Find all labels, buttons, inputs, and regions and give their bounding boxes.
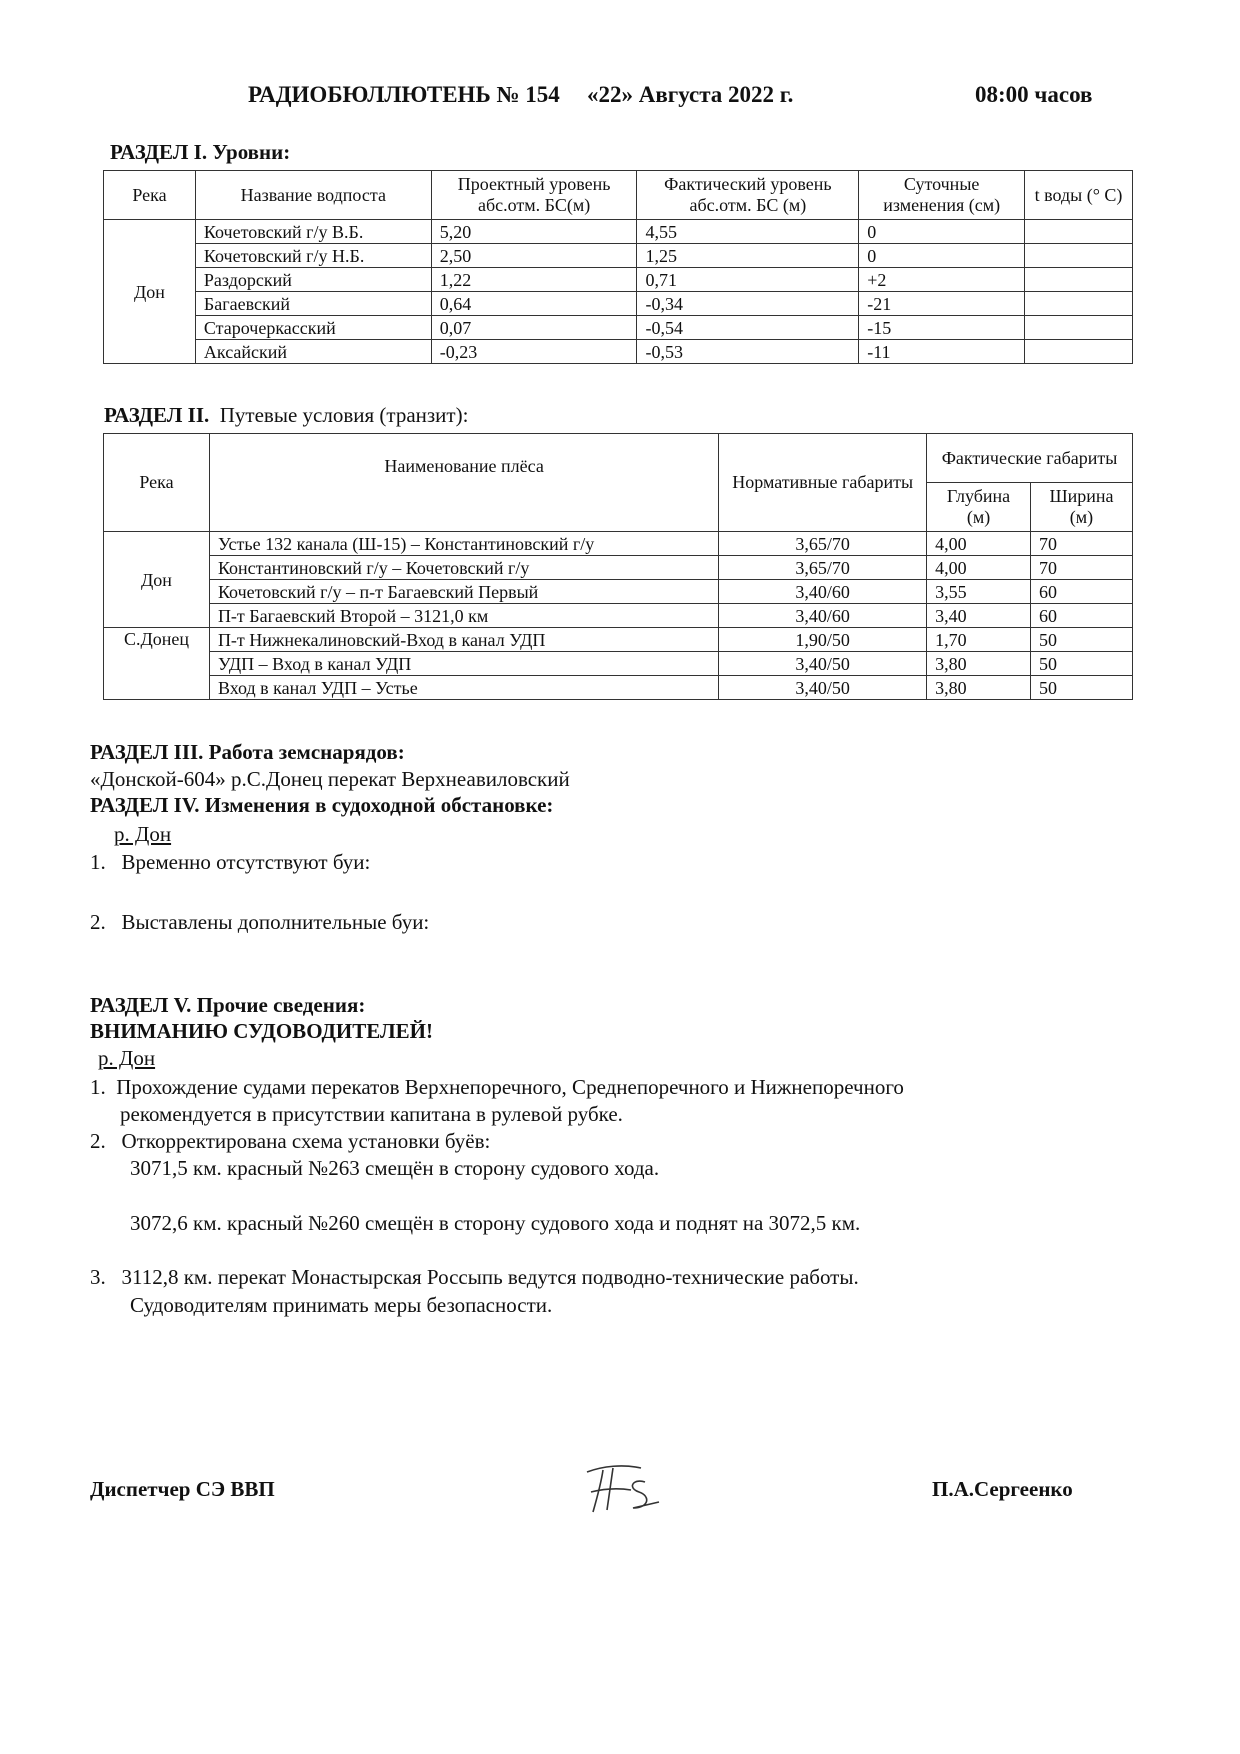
daily-change: -15 bbox=[859, 316, 1025, 340]
levels-table bbox=[103, 170, 1133, 364]
col-actual-level: Фактический уровень абс.отм. БС (м) bbox=[637, 171, 859, 220]
bulletin-time: 08:00 часов bbox=[975, 82, 1093, 107]
actual-level: 0,71 bbox=[637, 268, 859, 292]
daily-change: 0 bbox=[859, 244, 1025, 268]
daily-change: +2 bbox=[859, 268, 1025, 292]
actual-depth: 1,70 bbox=[927, 628, 1031, 652]
actual-depth: 4,00 bbox=[927, 556, 1031, 580]
station-name: Багаевский bbox=[195, 292, 431, 316]
section5-title: РАЗДЕЛ V. Прочие сведения: bbox=[90, 993, 366, 1017]
actual-width: 50 bbox=[1031, 652, 1133, 676]
water-temp bbox=[1025, 340, 1133, 364]
actual-depth: 3,55 bbox=[927, 580, 1031, 604]
col-width: Ширина (м) bbox=[1031, 483, 1133, 532]
table-row bbox=[104, 316, 1133, 340]
normative-dims: 3,65/70 bbox=[719, 532, 927, 556]
actual-level: -0,34 bbox=[637, 292, 859, 316]
normative-dims: 3,40/50 bbox=[719, 652, 927, 676]
station-name: Старочеркасский bbox=[195, 316, 431, 340]
section2-title bbox=[104, 403, 468, 428]
table-row bbox=[104, 220, 1133, 244]
actual-width: 70 bbox=[1031, 556, 1133, 580]
list-item-continuation: 3071,5 км. красный №263 смещён в сторону судового хода. bbox=[130, 1156, 660, 1180]
list-item-text: Выставлены дополнительные буи: bbox=[121, 910, 430, 934]
actual-width: 60 bbox=[1031, 604, 1133, 628]
reach-name: УДП – Вход в канал УДП bbox=[209, 652, 718, 676]
section5-river: р. Дон bbox=[98, 1046, 156, 1070]
list-item: 1. Прохождение судами перекатов Верхнепоречного, Среднепоречного и Нижнепоречного bbox=[90, 1075, 904, 1099]
project-level: 0,64 bbox=[431, 292, 637, 316]
dispatcher-position: Диспетчер СЭ ВВП bbox=[90, 1477, 275, 1501]
col-project-level: Проектный уровень абс.отм. БС(м) bbox=[431, 171, 637, 220]
table-row bbox=[104, 652, 1133, 676]
project-level: 5,20 bbox=[431, 220, 637, 244]
daily-change: -11 bbox=[859, 340, 1025, 364]
col-daily-change: Суточные изменения (см) bbox=[859, 171, 1025, 220]
project-level: -0,23 bbox=[431, 340, 637, 364]
actual-depth: 3,80 bbox=[927, 676, 1031, 700]
reach-name: П-т Нижнекалиновский-Вход в канал УДП bbox=[209, 628, 718, 652]
normative-dims: 3,65/70 bbox=[719, 556, 927, 580]
actual-width: 50 bbox=[1031, 628, 1133, 652]
bulletin-date: «22» Августа 2022 г. bbox=[587, 82, 794, 107]
section4-title: РАЗДЕЛ IV. Изменения в судоходной обстановке: bbox=[90, 793, 554, 817]
table-row bbox=[104, 676, 1133, 700]
list-item: 1. Временно отсутствуют буи: bbox=[90, 850, 371, 874]
table-row bbox=[104, 340, 1133, 364]
daily-change: 0 bbox=[859, 220, 1025, 244]
actual-level: -0,53 bbox=[637, 340, 859, 364]
document-header bbox=[0, 82, 1240, 114]
list-item: 2. Выставлены дополнительные буи: bbox=[90, 910, 430, 934]
actual-level: 4,55 bbox=[637, 220, 859, 244]
water-temp bbox=[1025, 268, 1133, 292]
section1-title: РАЗДЕЛ I. Уровни: bbox=[110, 140, 291, 164]
table-row bbox=[104, 532, 1133, 556]
list-item-text: Временно отсутствуют буи: bbox=[121, 850, 371, 874]
list-item-text: 3112,8 км. перекат Монастырская Россыпь ведутся подводно-технические работы. bbox=[121, 1265, 859, 1289]
actual-width: 50 bbox=[1031, 676, 1133, 700]
col-station: Название водпоста bbox=[195, 171, 431, 220]
water-temp bbox=[1025, 316, 1133, 340]
route-header-row bbox=[104, 434, 1133, 483]
normative-dims: 1,90/50 bbox=[719, 628, 927, 652]
actual-width: 70 bbox=[1031, 532, 1133, 556]
list-item: 2. Откорректирована схема установки буёв: bbox=[90, 1129, 491, 1153]
list-item-text: Откорректирована схема установки буёв: bbox=[121, 1129, 491, 1153]
dispatcher-name: П.А.Сергеенко bbox=[932, 1477, 1073, 1501]
river-cell: Дон bbox=[104, 220, 196, 364]
signature bbox=[583, 1458, 673, 1518]
col-actual: Фактические габариты bbox=[927, 434, 1133, 483]
river-cell: С.Донец bbox=[104, 628, 210, 700]
daily-change: -21 bbox=[859, 292, 1025, 316]
table-row bbox=[104, 292, 1133, 316]
reach-name: Константиновский г/у – Кочетовский г/у bbox=[209, 556, 718, 580]
section3-title: РАЗДЕЛ III. Работа земснарядов: bbox=[90, 740, 405, 764]
reach-name: П-т Багаевский Второй – 3121,0 км bbox=[209, 604, 718, 628]
project-level: 1,22 bbox=[431, 268, 637, 292]
table-row bbox=[104, 556, 1133, 580]
river-cell: Дон bbox=[104, 532, 210, 628]
list-item-continuation: Судоводителям принимать меры безопасности. bbox=[130, 1293, 553, 1317]
water-temp bbox=[1025, 220, 1133, 244]
station-name: Раздорский bbox=[195, 268, 431, 292]
bulletin-title: РАДИОБЮЛЛЮТЕНЬ № 154 bbox=[248, 82, 560, 107]
normative-dims: 3,40/60 bbox=[719, 580, 927, 604]
table-row bbox=[104, 244, 1133, 268]
actual-depth: 3,40 bbox=[927, 604, 1031, 628]
water-temp bbox=[1025, 292, 1133, 316]
actual-width: 60 bbox=[1031, 580, 1133, 604]
list-item-continuation: рекомендуется в присутствии капитана в рулевой рубке. bbox=[120, 1102, 623, 1126]
station-name: Кочетовский г/у В.Б. bbox=[195, 220, 431, 244]
list-item: 3. 3112,8 км. перекат Монастырская Россыпь ведутся подводно-технические работы. bbox=[90, 1265, 859, 1289]
col-depth: Глубина (м) bbox=[927, 483, 1031, 532]
actual-level: -0,54 bbox=[637, 316, 859, 340]
project-level: 2,50 bbox=[431, 244, 637, 268]
actual-level: 1,25 bbox=[637, 244, 859, 268]
levels-header-row bbox=[104, 171, 1133, 220]
section2-title-text: Путевые условия (транзит): bbox=[219, 403, 469, 427]
attention-heading: ВНИМАНИЮ СУДОВОДИТЕЛЕЙ! bbox=[90, 1019, 433, 1043]
table-row bbox=[104, 268, 1133, 292]
section3-text: «Донской-604» р.С.Донец перекат Верхнеавиловский bbox=[90, 767, 570, 791]
actual-depth: 3,80 bbox=[927, 652, 1031, 676]
station-name: Кочетовский г/у Н.Б. bbox=[195, 244, 431, 268]
section2-title-label: РАЗДЕЛ II. bbox=[104, 403, 210, 427]
table-row bbox=[104, 628, 1133, 652]
table-row bbox=[104, 580, 1133, 604]
reach-name: Устье 132 канала (Ш-15) – Константиновский г/у bbox=[209, 532, 718, 556]
actual-depth: 4,00 bbox=[927, 532, 1031, 556]
reach-name: Кочетовский г/у – п-т Багаевский Первый bbox=[209, 580, 718, 604]
normative-dims: 3,40/50 bbox=[719, 676, 927, 700]
col-water-temp: t воды (° С) bbox=[1025, 171, 1133, 220]
col-reach: Наименование плёса bbox=[209, 434, 718, 532]
reach-name: Вход в канал УДП – Устье bbox=[209, 676, 718, 700]
col-normative: Нормативные габариты bbox=[719, 434, 927, 532]
col-river: Река bbox=[104, 434, 210, 532]
list-item-text: Прохождение судами перекатов Верхнепоречного, Среднепоречного и Нижнепоречного bbox=[116, 1075, 904, 1099]
col-river: Река bbox=[104, 171, 196, 220]
normative-dims: 3,40/60 bbox=[719, 604, 927, 628]
project-level: 0,07 bbox=[431, 316, 637, 340]
route-conditions-table bbox=[103, 433, 1133, 700]
table-row bbox=[104, 604, 1133, 628]
section4-river: р. Дон bbox=[114, 822, 172, 846]
water-temp bbox=[1025, 244, 1133, 268]
station-name: Аксайский bbox=[195, 340, 431, 364]
list-item-continuation: 3072,6 км. красный №260 смещён в сторону судового хода и поднят на 3072,5 км. bbox=[130, 1211, 861, 1235]
